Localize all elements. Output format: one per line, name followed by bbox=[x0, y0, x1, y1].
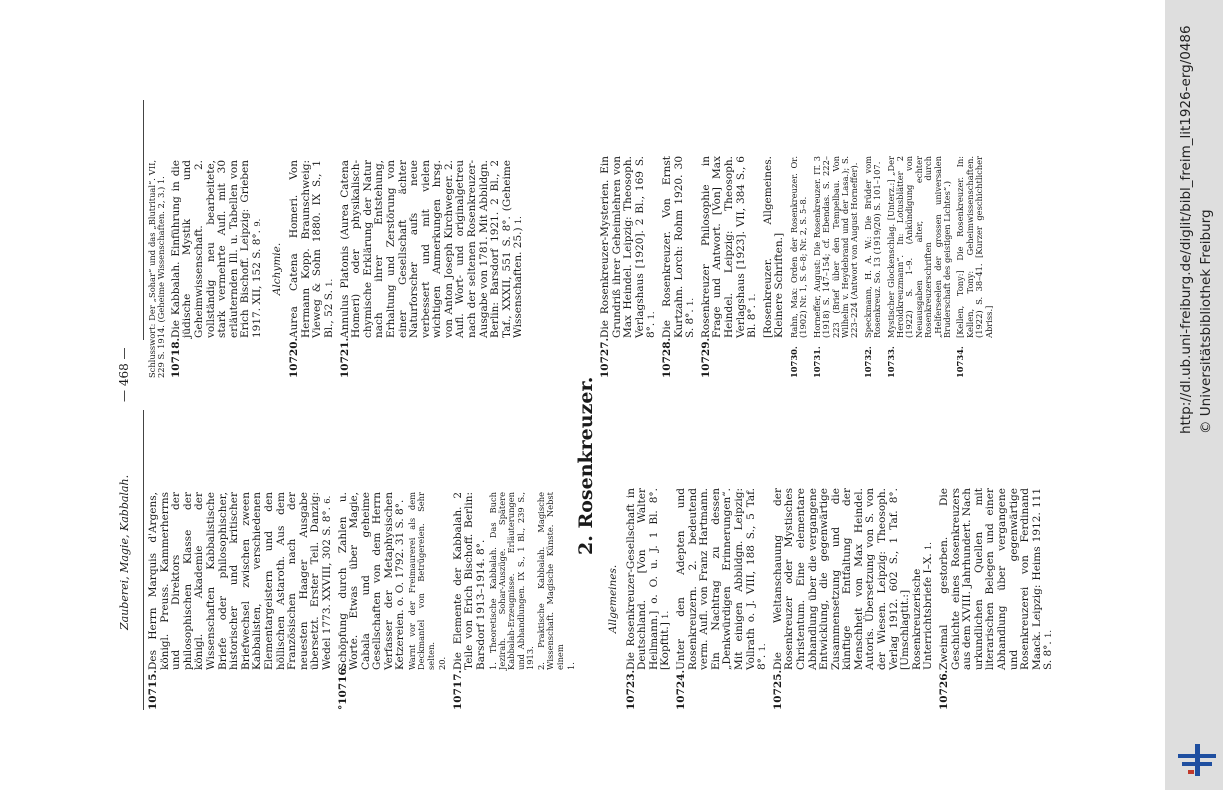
entry-text: Die Elemente der Kabbalah. 2 Teile von Erich Bischoff. Berlin: Barsdorf 1913–1914. 8°. bbox=[451, 492, 488, 670]
entry-number: °10716. bbox=[336, 664, 349, 710]
entry-text: Annulus Platonis (Aurea Catena Homeri) oder physikalisch-chymische Erklärung der Natur nach ihrer Entstehung, Erhaltung und Zerstörung von einer Gesellschaft ächter Naturforscher aufs neue verbessert und mit vielen wichtigen Anmerkungen hrsg. von Anton Joseph Kirchweger. 2. Aufl. Wort- und originalgetreu nach der seltenen Rosenkreuzer-Ausgabe von 1781. Mit Abbildgn. Berlin: Barsdorf 1921. 2 Bl., 2 Taf., XXXII, 551 S. 8°. (Geheime Wissenschaften. 25.) bbox=[338, 160, 525, 338]
entry-text: Speckmann, H. A. W.: Die Brüder vom Rosenkreuz. So. 13 (1919/20) S. 101–107. bbox=[862, 156, 883, 338]
entry-text: Zweimal gestorben. Die Geschichte eines Rosenkreuzers aus dem XVIII. Jahrhundert. Nach urkundlichen Quellen mit literarischen Belegen und einer Abhandlung über vergangene und gegenwärtige Rosenkreuzerei von Ferdinand Maack. Leipzig: Heims 1912. 111 S. 8°. bbox=[938, 488, 1055, 670]
entry-source-ref: 1. bbox=[323, 278, 334, 287]
entry-text: Mystischer Glockenschlag. [Unterz.:] „Der Heroldkreuzmann“. In: Lotusblätter 2 (1922) S. 1–9. (Ankündigung von Neuausgaben alter, echter Rosenkreuzerschriften durch „Helferseelen der grossen universalen Bruderschaft des geistigen Lichtes“.) bbox=[885, 156, 952, 338]
bibliography-entry bbox=[453, 492, 578, 710]
entry-text: Des Herrn Marquis d'Argens, königl. Preuss. Kammerherrns und Direktors der philosophischen Klasse der königl. Akademie der Wissenschaften Kabbalistische Briefe oder philosophischer, historischer und kritischer Briefwechsel zwischen zween Kabbalisten, verschiedenen Elementargeistern und den höllischen Astaroth. Aus dem Französischen nach der neuesten Haager Ausgabe übersetzt. Erster Teil. Danzig: Wedel 1773. XXVIII, 302 S. 8°. bbox=[147, 492, 333, 670]
column-right-bottom bbox=[600, 156, 998, 378]
column-left-top bbox=[148, 492, 582, 710]
bibliography-entry bbox=[626, 488, 672, 710]
bibliography-entry bbox=[813, 156, 860, 378]
bibliography-entry bbox=[701, 156, 759, 378]
entry-source-ref: 6. bbox=[321, 495, 332, 504]
entry-text: Die Rosenkreuzer-Mysterien. Ein Grundriß ihrer Geheimlehren von Max Heindel. Leipzig: Theosoph. Verlagshaus [1920]. 2 Bl., 169 S. 8°. bbox=[599, 156, 658, 338]
entry-source-ref: 1. bbox=[747, 293, 758, 302]
header-rule-left bbox=[143, 410, 144, 710]
bibliography-entry bbox=[338, 492, 449, 710]
entry-text: [Rosenkreuzer. Allgemeines. Kleinere Schriften.] bbox=[761, 156, 786, 338]
entry-number: 10728. bbox=[660, 337, 673, 378]
entry-number: 10733. bbox=[885, 346, 896, 378]
bibliography-entry bbox=[763, 156, 786, 378]
entry-source-ref: 1. bbox=[685, 297, 696, 306]
entry-number: 10724. bbox=[674, 669, 687, 710]
page-number: — 468 — bbox=[117, 347, 131, 402]
entry-number: 10732. bbox=[862, 346, 873, 378]
entry-text: Die Kabbalah. Einführung in die jüdische Mystik und Geheimwissenschaft. 2. vollständig neu bearbeitete, stark vermehrte Aufl. mit 30 erläuternden Ill. u. Tabellen von Erich Bischoff. Leipzig: Grieben 1917. XII, 152 S. 8°. bbox=[169, 160, 263, 338]
entry-number: 10725. bbox=[771, 669, 784, 710]
bibliography-entry bbox=[662, 156, 697, 378]
entry-text: Die Weltanschauung der Rosenkreuzer oder Mystisches Christentum. Eine elementare Abhandlung über die vergangene Entwicklung, die gegenwärtige Zusammensetzung und die künftige Entfaltung der Menschheit von Max Heindel. Autoris. Übersetzung von S. von der Wiesen. Leipzig: Theosoph. Verlag 1912. 602 S., 1 Taf. 8°. [Umschlagtit.:] Rosenkreuzerische Unterrichtsbriefe I–X. bbox=[771, 488, 935, 670]
column-right-top bbox=[148, 160, 529, 378]
entry-number: 10727. bbox=[599, 337, 611, 378]
entry-number: 10718. bbox=[169, 337, 182, 378]
subsection-heading: Alchymie. bbox=[270, 242, 283, 296]
entry-note: 2. Praktische Kabbalah. Magische Wissenschaft. Magische Künste. Nebst einem bbox=[535, 492, 565, 670]
entry-text: Horneffer, August: Die Rosenkreuzer. IT. 3 (1918) S. 147–154; cf. Ebendas. S. 222–223 (Brief über den Tempelbau. Von Wilhelm v. Heydebrand und der Lasa.); S. 223–224 (Antwort von August Horneffer). bbox=[811, 156, 860, 338]
entry-note: 1. Theoretische Kabbalah. Das Buch Jezirah. Sohar-Auszüge. Spätere Kabbalah-Erzeugnisse. Erläuterungen und Abhandlungen. IX S., 1 Bl., 239 S., 1913. bbox=[487, 492, 536, 670]
permalink-url[interactable]: http://dl.ub.uni-freiburg.de/diglit/bibl_freim_lit1926-erg/0486 bbox=[1178, 25, 1194, 434]
bibliography-entry bbox=[864, 156, 883, 378]
entry-number: 10730. bbox=[788, 346, 799, 378]
header-rule-right bbox=[143, 100, 144, 340]
bibliography-entry bbox=[600, 156, 658, 378]
entry-text: Rosenkreuzer Philosophie in Frage und Antwort. [Von] Max Heindel. Leipzig: Theosoph. Verlagshaus [1923]. VII, 384 S., 6 Bl. 8°. bbox=[699, 156, 759, 338]
entry-source-ref: 1. bbox=[757, 643, 768, 652]
section-title: 2. Rosenkreuzer. bbox=[575, 376, 597, 555]
bibliography-entry bbox=[676, 488, 769, 710]
entry-source-ref: 20. bbox=[437, 656, 448, 670]
entry-number: 10731. bbox=[811, 346, 822, 378]
ub-freiburg-logo-icon bbox=[1178, 744, 1216, 776]
continued-note: Schlusswort: Der „Sohar“ und das „Blutritual“. VII, 229 S. 1914. (Geheime Wissenschaften. 2, 3.) 1. bbox=[147, 160, 167, 378]
bibliography-entry bbox=[939, 488, 1055, 710]
entry-text: Aurea Catena Homeri. Von Hermann Kopp. Braunschweig: Vieweg & Sohn 1880. IX S., 1 Bl., 52 S. bbox=[288, 160, 335, 338]
entry-source-ref: 1. bbox=[923, 542, 934, 550]
entry-number: 10715. bbox=[147, 669, 159, 710]
entry-note: Warnt vor der Freimaurerei als dem Deckmantel von Betrügereien. Sehr selten. bbox=[407, 492, 436, 670]
bibliography-entry bbox=[340, 160, 526, 378]
entry-text: Die Rosenkreuzer. Von Ernst Kurtzahn. Lorch: Rohm 1920. 30 S. 8°. bbox=[660, 156, 697, 338]
bibliography-entry bbox=[790, 156, 809, 378]
bibliography-entry bbox=[148, 492, 334, 710]
bibliography-entry bbox=[956, 156, 994, 378]
sidebar bbox=[1165, 0, 1223, 790]
subsection-heading: Allgemeines. bbox=[607, 564, 619, 634]
copyright-notice: © Universitätsbibliothek Freiburg bbox=[1198, 209, 1214, 434]
entry-text: [Kellen, Tony:] Die Rosenkreuzer. In: Kellen, Tony: Geheimwissenschaften. (1922) S. 38–41. [Kurzer geschichtlicher Abriss.] bbox=[955, 156, 994, 338]
bibliography-entry bbox=[171, 160, 264, 378]
entry-number: 10729. bbox=[699, 337, 712, 378]
entry-number: 10717. bbox=[451, 669, 464, 710]
entry-source-ref: 1. bbox=[1043, 629, 1054, 638]
column-left-bottom bbox=[600, 488, 1059, 710]
entry-text: Rahn, Max: Orden der Rosenkreuzer. Or. (1902) Nr. 1, S. 6–8; Nr. 2, S. 5–8. bbox=[788, 156, 809, 338]
running-header: Zauberei, Magie, Kabbalah. bbox=[118, 474, 131, 630]
entry-number: 10726. bbox=[938, 669, 951, 710]
entry-source-ref: 1. bbox=[660, 610, 671, 619]
entry-number: 10721. bbox=[338, 337, 351, 378]
bibliography-entry bbox=[887, 156, 953, 378]
entry-source-ref: 1. bbox=[513, 216, 524, 225]
entry-source-ref: 9. bbox=[251, 218, 262, 227]
entry-number: 10723. bbox=[624, 669, 637, 710]
entry-text: Unter den Adepten und Rosenkreuzern. 2. bedeutend verm. Aufl. von Franz Hartmann. Ein Nachtrag zu dessen „Denkwürdigen Erinnerungen“. Mit einigen Abbildgn. Leipzig: Vollrath o. J. VIII, 188 S., 5 Taf. 8°. bbox=[674, 488, 769, 670]
bibliography-entry bbox=[289, 160, 335, 378]
entry-text: Die Rosenkreuzer-Gesellschaft in Deutschland. [Von Walter Heilmann.] o. O. u. J. 1 Bl. 8°. [Kopftit.] bbox=[624, 488, 672, 670]
entry-source-ref: 1. bbox=[646, 311, 657, 320]
entry-text: Schöpfung durch Zahlen u. Worte. Etwas über Magie, Cabala und geheime Gesellschaften von dem Herrn Verfasser der Metaphysischen Ketzereien. o. O. 1792. 31 S. 8°. bbox=[336, 492, 407, 670]
entry-number: 10734. bbox=[955, 346, 966, 378]
entry-source-ref: 1. bbox=[565, 662, 576, 670]
bibliography-entry bbox=[773, 488, 935, 710]
entry-number: 10720. bbox=[288, 337, 301, 378]
